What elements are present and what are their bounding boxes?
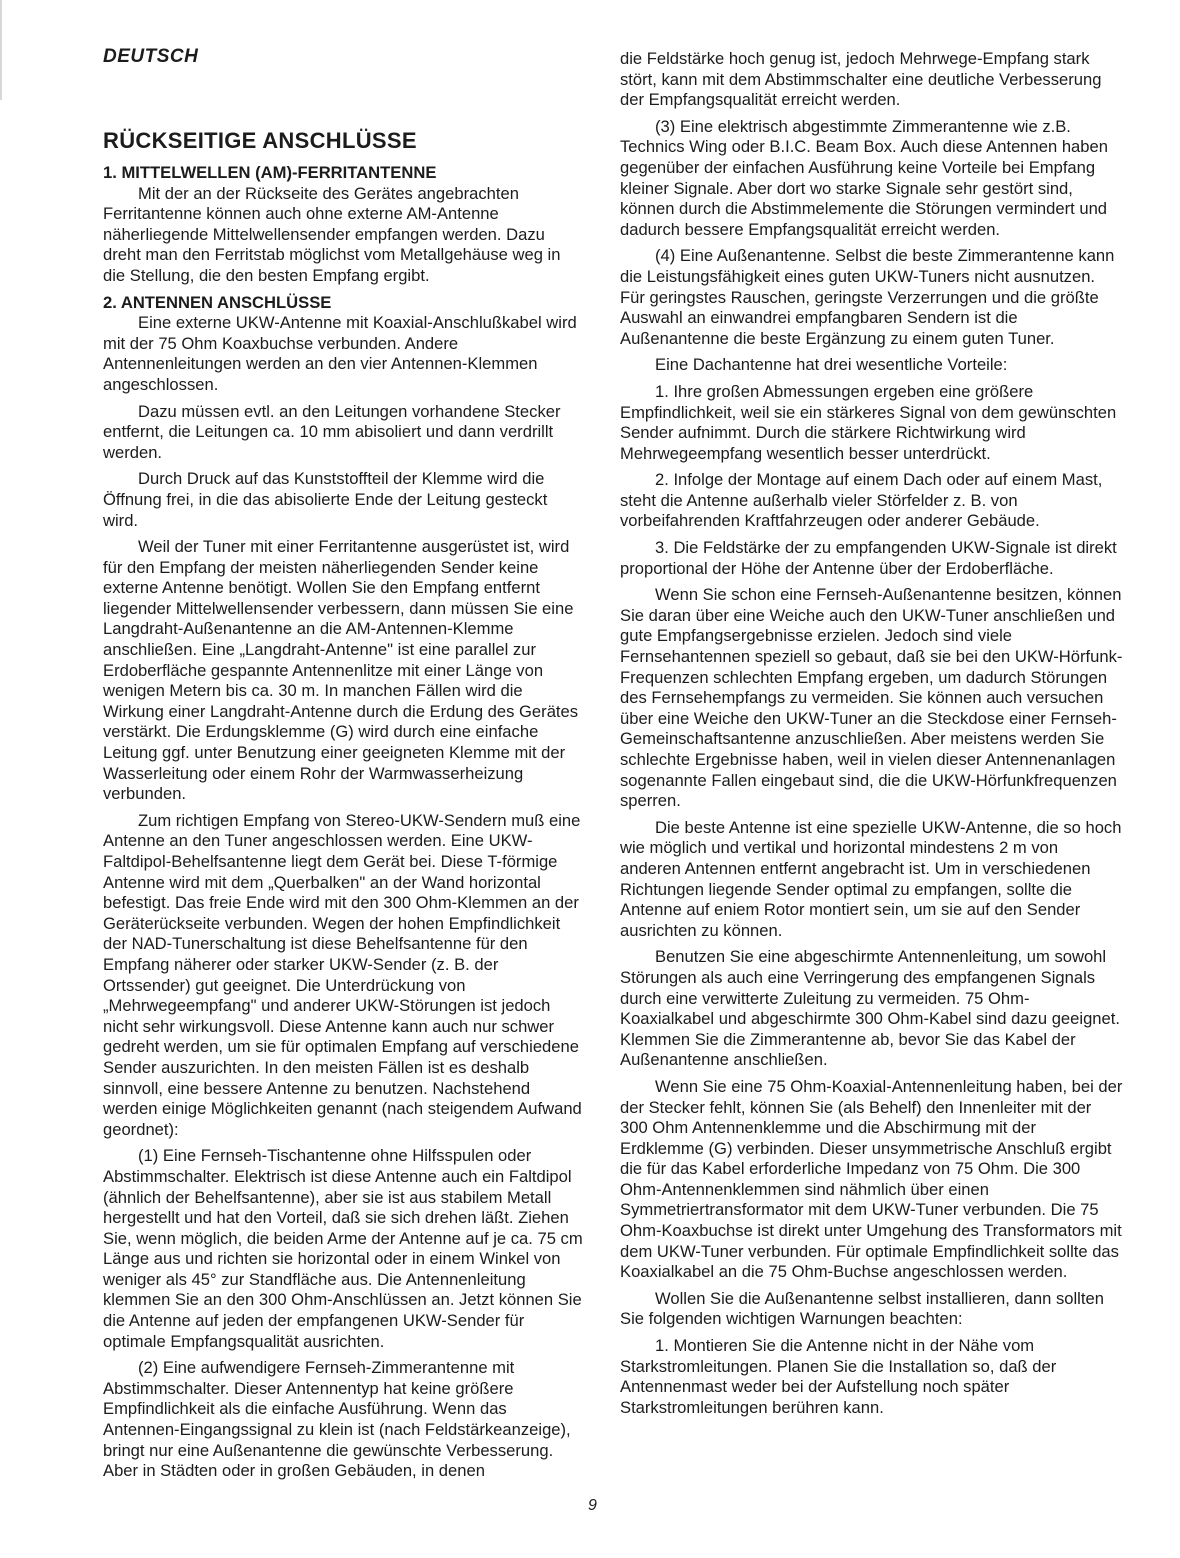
page-number: 9 (588, 1497, 597, 1514)
paragraph: Mit der an der Rückseite des Gerätes angebrachten Ferritantenne können auch ohne externe AM-Antenne näherliegende Mittelwellensender empfangen werden. Dazu dreht man den Ferritstab möglichst vom Metallgehäuse weg in die Stellung, die den besten Empfang ergibt. (103, 183, 561, 285)
section-heading: 2. ANTENNEN ANSCHLÜSSE (103, 292, 332, 312)
paragraph: (3) Eine elektrisch abgestimmte Zimmerantenne wie z.B. Technics Wing oder B.I.C. Beam Box. Auch diese Antennen haben gegenüber der einfachen Ausführung keine Vorteile bei Empfang kleiner Signale. Aber dort wo starke Signale sehr gestört sind, können durch die Abstimmelemente die Störungen vermindert und dadurch bessere Empfangsqualität erreicht werden. (620, 116, 1108, 239)
paragraph: (1) Eine Fernseh-Tischantenne ohne Hilfsspulen oder Abstimmschalter. Elektrisch ist diese Antenne auch ein Faltdipol (ähnlich der Behelfsantenne), aber sie ist aus stabilem Metall hergestellt und hat den Vorteil, daß sie sich drehen läßt. Ziehen Sie, wenn möglich, die beiden Arme der Antenne auf je ca. 75 cm Länge aus und richten sie horizontal oder in einem Winkel von weniger als 45° zur Standfläche aus. Die Antennenleitung klemmen Sie an den 300 Ohm-Anschlüssen an. Jetzt können Sie die Antenne auf jeden der empfangenen UKW-Sender für optimale Empfangsqualität ausrichten. (103, 1146, 583, 1351)
paragraph-continuation: die Feldstärke hoch genug ist, jedoch Mehrwege-Empfang stark stört, kann mit dem Abstimmschalter eine deutliche Verbesserung der Empfangsqualität erreicht werden. (620, 49, 1102, 110)
paragraph: Zum richtigen Empfang von Stereo-UKW-Sendern muß eine Antenne an den Tuner angeschlossen werden. Eine UKW-Faltdipol-Behelfsantenne liegt dem Gerät bei. Diese T-förmige Antenne wird mit dem „Querbalken" an der Wand horizontal befestigt. Das freie Ende wird mit den 300 Ohm-Klemmen an der Geräterückseite verbunden. Wegen der hohen Empfindlichkeit der NAD-Tunerschaltung ist diese Behelfsantenne für den Empfang näherer oder starker UKW-Sender (z. B. der Ortssender) gut geeignet. Die Unterdrückung von „Mehrwegeempfang" und anderer UKW-Störungen ist jedoch nicht sehr wirkungsvoll. Diese Antenne kann auch nur schwer gedreht werden, um sie für optimalen Empfang auf verschiedene Sender auszurichten. In den meisten Fällen ist es deshalb sinnvoll, eine bessere Antenne zu benutzen. Nachstehend werden einige Möglichkeiten genannt (nach steigendem Aufwand geordnet): (103, 810, 582, 1139)
paragraph: Die beste Antenne ist eine spezielle UKW-Antenne, die so hoch wie möglich und vertikal und horizontal mindestens 2 m von anderen Antennen entfernt angebracht ist. Um in verschiedenen Richtungen liegende Sender optimal zu empfangen, sollte die Antenne auf eniem Rotor montiert sein, um sie auf den Sender ausrichten zu können. (620, 817, 1122, 940)
paragraph: 1. Montieren Sie die Antenne nicht in der Nähe vom Starkstromleitungen. Planen Sie die Installation so, daß der Antennenmast weder bei der Aufstellung noch später Starkstromleitungen berühren kann. (620, 1336, 1057, 1417)
paragraph: Eine Dachantenne hat drei wesentliche Vorteile: (655, 355, 1008, 375)
paragraph: (2) Eine aufwendigere Fernseh-Zimmerantenne mit Abstimmschalter. Dieser Antennentyp hat keine größere Empfindlichkeit als die einfache Ausführung. Wenn das Antennen-Eingangssignal zu klein ist (nach Feldstärkeanzeige), bringt nur eine Außenantenne die gewünschte Verbesserung. Aber in Städten oder in großen Gebäuden, in denen (103, 1358, 571, 1481)
page-title: RÜCKSEITIGE ANSCHLÜSSE (103, 128, 417, 153)
section-mw-antenna (103, 163, 585, 287)
paragraph: Wenn Sie schon eine Fernseh-Außenantenne besitzen, können Sie daran über eine Weiche auch den UKW-Tuner anschließen und gute Empfangsergebnisse erzielen. Jedoch sind viele Fernsehantennen speziell so gebaut, daß sie bei den UKW-Hörfunk-Frequenzen schlechten Empfang ergeben, um dadurch Störungen des Fernsehempfangs zu vermeiden. Sie können auch versuchen über eine Weiche den UKW-Tuner an die Steckdose einer Fernseh-Gemeinschaftsantenne anzuschließen. Aber meistens werden Sie schlechte Ergebnisse haben, weil in vielen dieser Antennenanlagen sogenannte Fallen eingebaut sind, die die UKW-Hörfunkfrequenzen sperren. (620, 585, 1123, 811)
page-edge-shadow (0, 0, 2, 100)
paragraph: 2. Infolge der Montage auf einem Dach oder auf einem Mast, steht die Antenne außerhalb vieler Störfelder z. B. von vorbeifahrenden Kraftfahrzeugen oder anderer Gebäude. (620, 470, 1103, 531)
paragraph: Dazu müssen evtl. an den Leitungen vorhandene Stecker entfernt, die Leitungen ca. 10 mm abisoliert und dann verdrillt werden. (103, 401, 561, 462)
paragraph: Eine externe UKW-Antenne mit Koaxial-Anschlußkabel wird mit der 75 Ohm Koaxbuchse verbunden. Andere Antennenleitungen werden an den vier Antennen-Klemmen angeschlossen. (103, 313, 577, 394)
paragraph: Wenn Sie eine 75 Ohm-Koaxial-Antennenleitung haben, bei der der Stecker fehlt, können Sie (als Behelf) den Innenleiter mit der 300 Ohm Antennenklemme und die Abschirmung mit der Erdklemme (G) verbinden. Dieser unsymmetrische Anschluß ergibt die für das Kabel erforderliche Impedanz von 75 Ohm. Die 300 Ohm-Antennenklemmen sind nähmlich über einen Symmetriertransformator mit dem UKW-Tuner verbunden. Die 75 Ohm-Koaxbuchse ist direkt unter Umgehung des Transformators mit dem UKW-Tuner verbunden. Für optimale Empfindlichkeit sollte das Koaxialkabel an die 75 Ohm-Buchse angeschlossen werden. (620, 1076, 1123, 1282)
paragraph: Benutzen Sie eine abgeschirmte Antennenleitung, um sowohl Störungen als auch eine Verringerung des empfangenen Signals durch eine verwitterte Zuleitung zu vermeiden. 75 Ohm-Koaxialkabel und abgeschirmte 300 Ohm-Kabel sind dazu geeignet. Klemmen Sie die Zimmerantenne ab, bevor Sie das Kabel der Außenantenne anschließen. (620, 947, 1120, 1070)
paragraph: Durch Druck auf das Kunststoffteil der Klemme wird die Öffnung frei, in die das abisolierte Ende der Leitung gesteckt wird. (103, 469, 548, 530)
section-heading: 1. MITTELWELLEN (AM)-FERRITANTENNE (103, 163, 437, 182)
left-column (103, 163, 585, 1488)
language-label: DEUTSCH (103, 46, 199, 67)
right-column (620, 49, 1123, 1424)
paragraph: (4) Eine Außenantenne. Selbst die beste Zimmerantenne kann die Leistungsfähigkeit eines guten UKW-Tuners nicht ausnutzen. Für geringstes Rauschen, geringste Verzerrungen und die größte Auswahl an einwandrei empfangbaren Sendern ist die Außenantenne die beste Ergänzung zu einem guten Tuner. (620, 246, 1115, 348)
paragraph: 1. Ihre großen Abmessungen ergeben eine größere Empfindlichkeit, weil sie ein stärkeres Signal von dem gewünschten Sender aufnimmt. Durch die stärkere Richtwirkung wird Mehrwegeempfang wesentlich besser unterdrückt. (620, 381, 1117, 463)
paragraph: 3. Die Feldstärke der zu empfangenden UKW-Signale ist direkt proportional der Höhe der Antenne über der Erdoberfläche. (620, 538, 1117, 578)
paragraph: Weil der Tuner mit einer Ferritantenne ausgerüstet ist, wird für den Empfang der meisten näherliegenden Sender keine externe Antenne benötigt. Wollen Sie den Empfang entfernt liegender Mittelwellensender verbessern, dann müssen Sie eine Langdraht-Außenantenne an die AM-Antennen-Klemme anschließen. Eine „Langdraht-Antenne" ist eine parallel zur Erdoberfläche gespannte Antennenlitze mit einer Länge von wenigen Metern bis ca. 30 m. In manchen Fällen wird die Wirkung einer Langdraht-Antenne durch die Erdung des Gerätes verstärkt. Die Erdungsklemme (G) wird durch eine einfache Leitung ggf. unter Benutzung einer geeigneten Klemme mit der Wasserleitung oder einem Rohr der Warmwasserheizung verbunden. (103, 537, 579, 804)
section-antenna-connections (103, 293, 585, 1482)
paragraph: Wollen Sie die Außenantenne selbst installieren, dann sollten Sie folgenden wichtigen Warnungen beachten: (620, 1288, 1104, 1329)
